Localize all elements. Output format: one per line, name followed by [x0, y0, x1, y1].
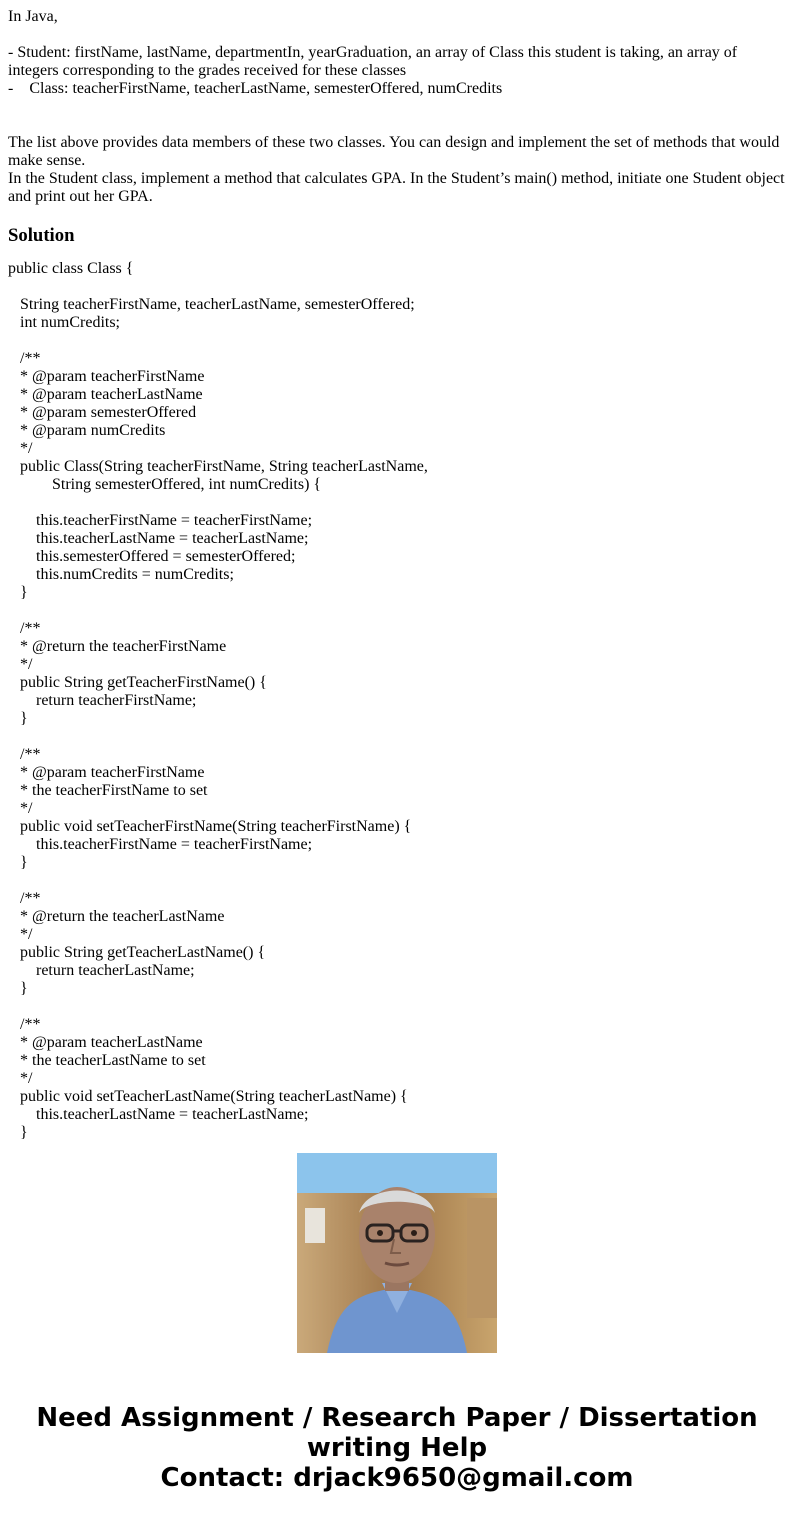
spacer — [8, 116, 788, 134]
question-block — [8, 8, 788, 266]
solution-heading: Solution — [8, 225, 75, 246]
code-line: * @return the teacherFirstName — [8, 638, 227, 655]
spacer — [8, 98, 788, 116]
code-line: public class Class { — [8, 260, 134, 277]
code-line: this.teacherLastName = teacherLastName; — [8, 530, 309, 547]
solution-code — [8, 260, 788, 1141]
question-item-class: - Class: teacherFirstName, teacherLastName, semesterOffered, numCredits — [8, 80, 503, 97]
code-line: */ — [8, 440, 33, 457]
code-line: * @param semesterOffered — [8, 404, 197, 421]
code-line: } — [8, 584, 28, 601]
code-line: public String getTeacherFirstName() { — [8, 674, 267, 691]
spacer — [8, 26, 788, 44]
author-avatar — [297, 1153, 497, 1353]
code-line: this.teacherFirstName = teacherFirstName; — [8, 836, 313, 853]
code-line: /** — [8, 890, 41, 907]
question-para-1: The list above provides data members of these two classes. You can design and implement the set of methods that would make sense. — [8, 134, 780, 169]
code-line — [8, 602, 788, 620]
code-line: } — [8, 1124, 28, 1141]
code-line: } — [8, 854, 28, 871]
code-line — [8, 872, 788, 890]
code-line: public Class(String teacherFirstName, String teacherLastName, — [8, 458, 428, 475]
code-line: * the teacherFirstName to set — [8, 782, 208, 799]
code-line: * @param numCredits — [8, 422, 166, 439]
code-line: * the teacherLastName to set — [8, 1052, 206, 1069]
question-item-student: - Student: firstName, lastName, departmentIn, yearGraduation, an array of Class this student is taking, an array of integers corresponding to the grades received for these classes — [8, 44, 738, 79]
banner-line-1: Need Assignment / Research Paper / Dissertation — [36, 1403, 758, 1433]
code-line — [8, 278, 788, 296]
code-line: * @param teacherLastName — [8, 386, 203, 403]
code-line: String teacherFirstName, teacherLastName, semesterOffered; — [8, 296, 415, 313]
code-line: } — [8, 980, 28, 997]
code-line: /** — [8, 620, 41, 637]
code-line: */ — [8, 800, 33, 817]
code-line: /** — [8, 1016, 41, 1033]
code-line: } — [8, 710, 28, 727]
code-line: */ — [8, 926, 33, 943]
code-line: */ — [8, 656, 33, 673]
code-line: * @return the teacherLastName — [8, 908, 225, 925]
code-line: this.numCredits = numCredits; — [8, 566, 234, 583]
code-line: return teacherFirstName; — [8, 692, 197, 709]
code-line: return teacherLastName; — [8, 962, 195, 979]
code-line: this.teacherFirstName = teacherFirstName; — [8, 512, 313, 529]
code-line: this.semesterOffered = semesterOffered; — [8, 548, 296, 565]
banner-line-2: writing Help — [306, 1433, 488, 1463]
help-banner — [0, 1403, 794, 1493]
question-para-2: In the Student class, implement a method that calculates GPA. In the Student’s main() method, initiate one Student object and print out her GPA. — [8, 170, 785, 205]
code-line — [8, 998, 788, 1016]
code-line: * @param teacherLastName — [8, 1034, 203, 1051]
code-line — [8, 728, 788, 746]
question-intro: In Java, — [8, 8, 58, 25]
code-line: /** — [8, 350, 41, 367]
code-line: * @param teacherFirstName — [8, 764, 205, 781]
code-line — [8, 494, 788, 512]
code-line — [8, 332, 788, 350]
code-line: /** — [8, 746, 41, 763]
code-line: * @param teacherFirstName — [8, 368, 205, 385]
code-line: public void setTeacherLastName(String teacherLastName) { — [8, 1088, 408, 1105]
code-line: public void setTeacherFirstName(String teacherFirstName) { — [8, 818, 412, 835]
code-line: int numCredits; — [8, 314, 120, 331]
code-line: this.teacherLastName = teacherLastName; — [8, 1106, 309, 1123]
code-line: public String getTeacherLastName() { — [8, 944, 266, 961]
code-line: String semesterOffered, int numCredits) { — [8, 476, 322, 493]
code-line: */ — [8, 1070, 33, 1087]
author-photo-icon — [297, 1153, 497, 1353]
banner-line-3: Contact: drjack9650@gmail.com — [160, 1463, 634, 1493]
